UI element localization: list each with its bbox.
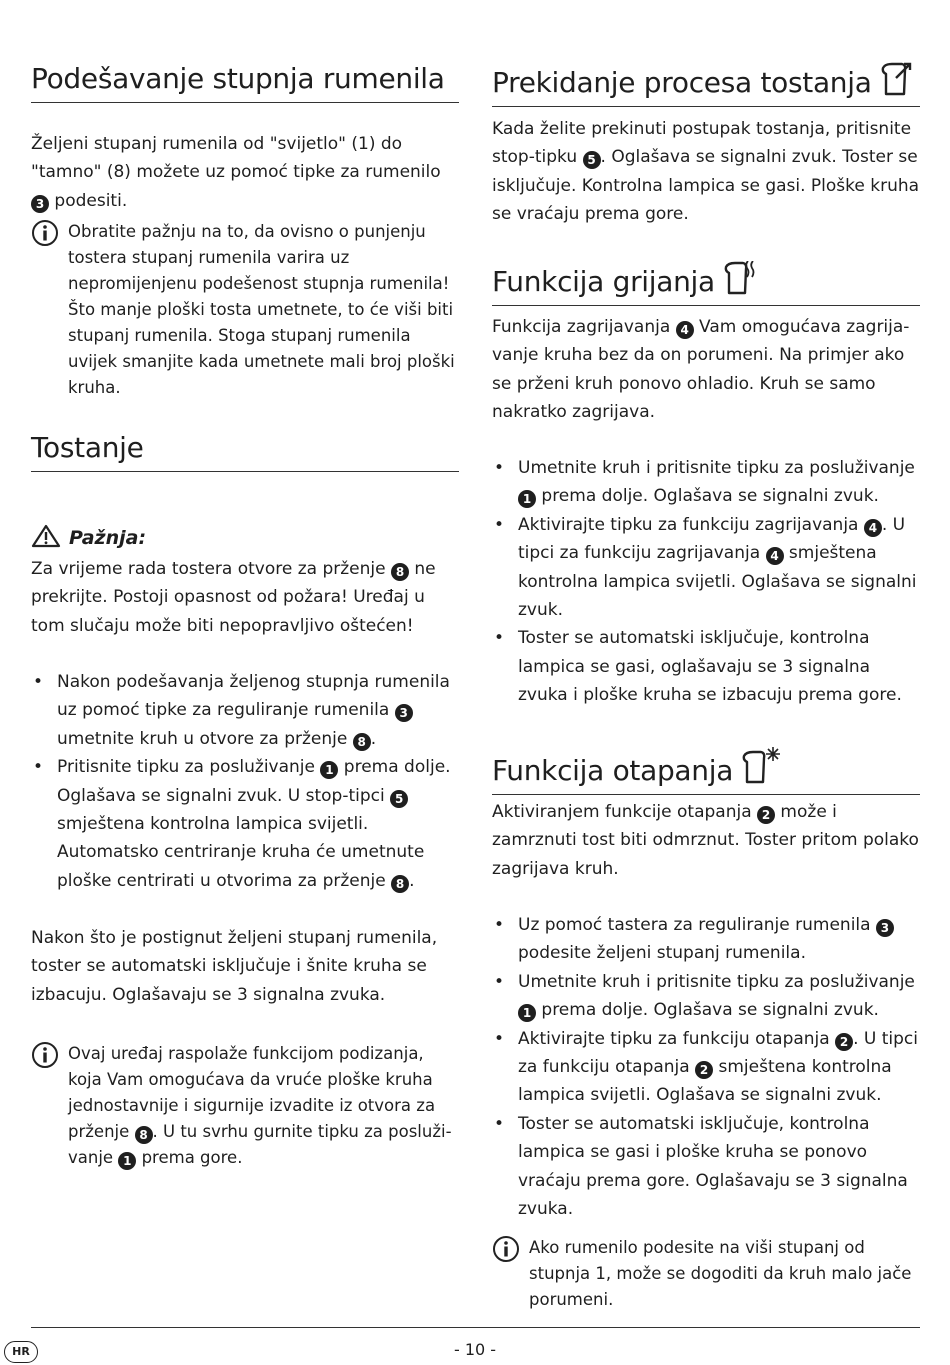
list-item: [492, 624, 920, 709]
button-number-badge: 5: [390, 790, 408, 808]
list-item-text: Uz pomoć tastera za reguliranje rumenila 3 podesite željeni stupanj rumenila.: [518, 915, 894, 963]
list-item: [492, 911, 920, 968]
button-number-badge: 3: [31, 195, 49, 213]
button-number-badge: 3: [876, 919, 894, 937]
list-item-text: Aktivirajte tipku za funkciju zagrijavanja 4 . U tipci za funkciju zagrijavanja 4 smještena kontrolna lampica svijetli. Oglašava se signalni zvuk.: [518, 514, 917, 621]
browning-intro: Željeni stupanj rumenila od "svijetlo" (1) do "tamno" (8) možete uz pomoć tipke za rumenilo 3 podesiti.: [31, 134, 441, 211]
bullet-dot: •: [494, 628, 505, 649]
button-number-badge: 1: [118, 1152, 136, 1170]
section-title-stop: [492, 62, 920, 107]
list-item-text: Aktivirajte tipku za funkciju otapanja 2 . U tipci za funkciju otapanja 2 smještena kontrolna lampica svijetli. Oglašava se signalni zvuk.: [518, 1028, 918, 1106]
button-number-badge: 8: [391, 875, 409, 893]
warning-title: Pažnja:: [69, 527, 147, 549]
browning-note: [31, 219, 459, 401]
toasting-after: Nakon što je postignut željeni stupanj rumenila, toster se automatski isključuje i šnite kruha se izbacuju. Oglašavaju se 3 signalna zvuka.: [31, 928, 438, 1005]
warming-title-text: Funkcija grijanja: [492, 265, 715, 298]
button-number-badge: 2: [757, 806, 775, 824]
section-title-defrost: [492, 746, 920, 795]
stop-title-text: Prekidanje procesa tostanja: [492, 66, 872, 99]
defrost-note: [492, 1235, 920, 1313]
button-number-badge: 1: [320, 761, 338, 779]
info-icon: [31, 219, 59, 247]
warming-toast-icon: [723, 261, 757, 297]
button-number-badge: 3: [395, 704, 413, 722]
button-number-badge: 5: [583, 151, 601, 169]
button-number-badge: 4: [864, 519, 882, 537]
button-number-badge: 1: [518, 490, 536, 508]
warming-text: Funkcija zagrijavanja 4 Vam omogućava zagrijavanje kruha bez da on porumeni. Na primjer ako se prženi kruh ponovo ohladio. Kruh se samo nakratko zagrijava.: [492, 317, 910, 423]
bullet-dot: •: [494, 915, 505, 935]
stop-text: Kada želite prekinuti postupak tostanja, pritisnite stop-tipku 5 . Oglašava se signalni zvuk. Toster se isključuje. Kontrolna lampica se gasi. Ploške kruha se vraćaju prema gore.: [492, 119, 920, 225]
list-item: [492, 968, 920, 1025]
page-number: - 10 -: [453, 1340, 497, 1359]
info-icon: [31, 1041, 59, 1069]
list-item-text: Pritisnite tipku za posluživanje 1 prema dolje. Oglašava se signalni zvuk. U stop-tipci 5 smještena kontrolna lampica svijetli. Automatsko centriranje kruha će umetnute ploške centrirati u otvorima za prženje 8 .: [57, 757, 451, 891]
warning-icon: [31, 524, 61, 548]
button-number-badge: 8: [391, 563, 409, 581]
toasting-steps: [31, 668, 459, 895]
bullet-dot: •: [33, 757, 44, 778]
browning-note-text: Obratite pažnju na to, da ovisno o punjenju tostera stupanj rumenila varira uz nepromijenjenu podešenost stupnja rumenila! Što manje ploški tosta umetnete, to će viši biti stupanj rumenila. Stoga stupanj rumenila uvijek smanjite kada umetnete mali broj ploški kruha.: [68, 222, 455, 397]
section-title-warming: [492, 261, 920, 306]
button-number-badge: 2: [695, 1061, 713, 1079]
section-title-browning: Podešavanje stupnja rumenila: [31, 62, 459, 103]
button-number-badge: 2: [835, 1033, 853, 1051]
list-item-text: Nakon podešavanja željenog stupnja rumenila uz pomoć tipke za reguliranje rumenila 3 umetnite kruh u otvore za prženje 8 .: [57, 672, 450, 749]
list-item: [31, 753, 459, 895]
warming-steps: [492, 454, 920, 710]
lift-note-text: Ovaj uređaj raspolaže funkcijom podizanja, koja Vam omogućava da vruće ploške kruha jednostavnije i sigurnije izvadite iz otvora za prženje 8 . U tu svrhu gurnite tipku za posluživanje 1 prema gore.: [68, 1044, 452, 1168]
button-number-badge: 8: [135, 1126, 153, 1144]
defrost-title-text: Funkcija otapanja: [492, 754, 734, 787]
list-item: [492, 1110, 920, 1224]
warning-text: Za vrijeme rada tostera otvore za prženje 8 ne prekrijte. Postoji opasnost od požara! Uređaj u tom slučaju može biti nepopravljivo oštećen!: [31, 559, 436, 636]
stop-toast-icon: [880, 62, 914, 98]
list-item: [492, 1025, 920, 1110]
info-icon: [492, 1235, 520, 1263]
bullet-dot: •: [494, 458, 505, 478]
section-title-toasting: Tostanje: [31, 431, 459, 472]
list-item-text: Toster se automatski isključuje, kontrolna lampica se gasi i ploške kruha se ponovo vraćaju prema gore. Oglašavaju se 3 signalna zvuka.: [518, 1113, 908, 1220]
defrost-note-text: Ako rumenilo podesite na viši stupanj od stupnja 1, može se dogoditi da kruh malo jače porumeni.: [529, 1238, 912, 1309]
button-number-badge: 4: [676, 321, 694, 339]
bullet-dot: •: [494, 971, 505, 992]
warning-heading: [31, 524, 146, 552]
list-item-text: Umetnite kruh i pritisnite tipku za posluživanje 1 prema dolje. Oglašava se signalni zvuk.: [518, 971, 915, 1021]
footer-divider: [31, 1327, 920, 1328]
lift-note: [31, 1041, 459, 1171]
bullet-dot: •: [494, 1028, 505, 1049]
bullet-dot: •: [494, 1113, 505, 1134]
defrost-steps: [492, 911, 920, 1223]
button-number-badge: 1: [518, 1004, 536, 1022]
bullet-dot: •: [494, 514, 505, 535]
bullet-dot: •: [33, 672, 44, 692]
list-item-text: Umetnite kruh i pritisnite tipku za posluživanje 1 prema dolje. Oglašava se signalni zvuk.: [518, 458, 915, 507]
list-item-text: Toster se automatski isključuje, kontrolna lampica se gasi, oglašavaju se 3 signalna zvuka i ploške kruha se izbacuju prema gore.: [518, 628, 902, 706]
list-item: [492, 511, 920, 625]
button-number-badge: 4: [766, 547, 784, 565]
language-badge: HR: [4, 1341, 38, 1363]
button-number-badge: 8: [353, 733, 371, 751]
defrost-toast-icon: [741, 746, 781, 786]
list-item: [31, 668, 459, 753]
defrost-text: Aktiviranjem funkcije otapanja 2 može i zamrznuti tost biti odmrznut. Toster pritom polako zagrijava kruh.: [492, 802, 919, 879]
list-item: [492, 454, 920, 511]
